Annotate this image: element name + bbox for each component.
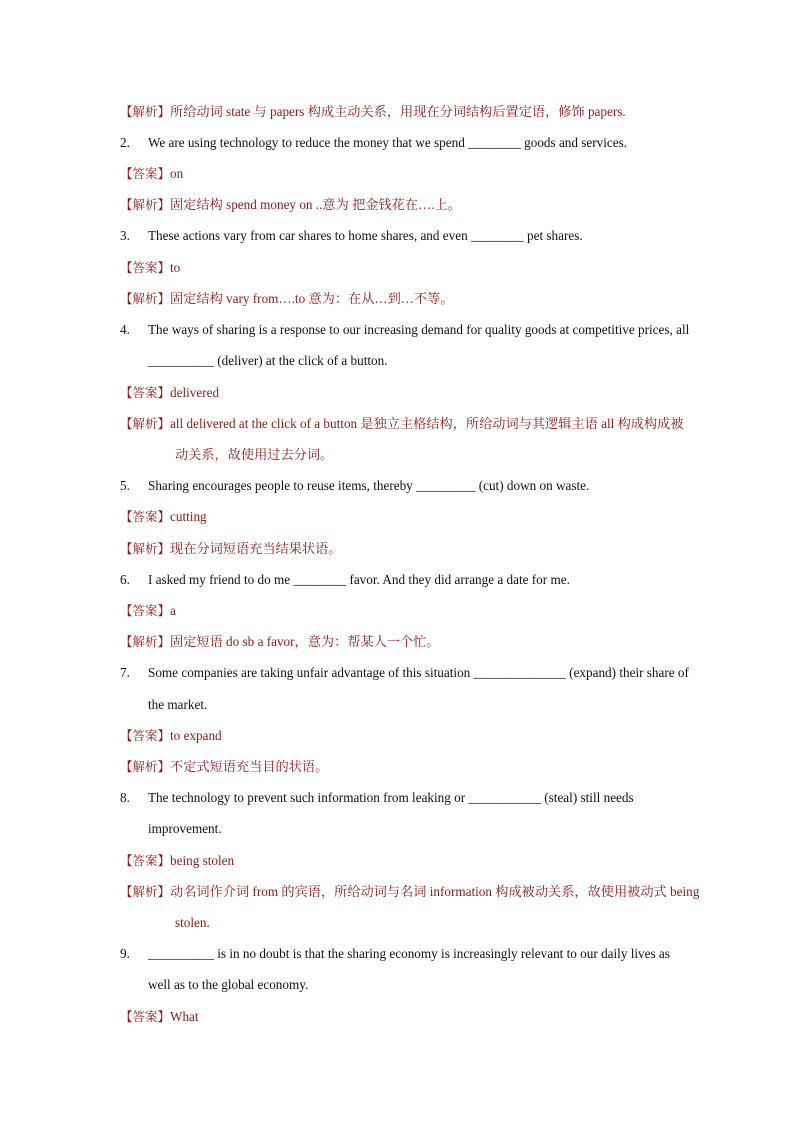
analysis-text: 动名词作介词 from 的宾语，所给动词与名词 information 构成被动关系，故使用被动式 being [170,884,700,899]
analysis-text: 现在分词短语充当结果状语。 [170,541,342,556]
answer-label: 【答案】 [120,853,171,868]
answer-text: being stolen [170,853,235,868]
analysis-line [120,884,699,900]
answer-line [120,260,180,276]
question-line [120,946,670,962]
question-text: The technology to prevent such information from leaking or ___________ (steal) still needs [148,790,634,805]
question-line [120,228,583,244]
analysis-text: all delivered at the click of a button 是独立主格结构，所给动词与其逻辑主语 all 构成构成被 [170,416,684,431]
question-number: 2. [120,135,130,150]
analysis-label: 【解析】 [120,634,171,649]
analysis-line [120,104,626,120]
answer-line [120,853,234,869]
analysis-label: 【解析】 [120,884,171,899]
analysis-line [120,416,684,432]
analysis-text: 固定结构 spend money on ..意为 把金钱花在….上。 [170,197,461,212]
question-text: __________ is in no doubt is that the sharing economy is increasingly relevant to our daily lives as [148,946,670,961]
question-text: These actions vary from car shares to home shares, and even ________ pet shares. [148,228,583,243]
analysis-label: 【解析】 [120,416,171,431]
question-text: The ways of sharing is a response to our increasing demand for quality goods at competitive prices, all [148,322,690,337]
analysis-label: 【解析】 [120,759,171,774]
analysis-text: 固定结构 vary from….to 意为：在从…到…不等。 [170,291,454,306]
analysis-continuation [175,915,210,931]
analysis-label: 【解析】 [120,104,171,119]
analysis-text: stolen. [175,915,210,930]
analysis-continuation [175,447,333,463]
answer-text: cutting [170,509,207,524]
analysis-label: 【解析】 [120,291,171,306]
analysis-line [120,291,454,307]
question-continuation [148,353,388,369]
analysis-text: 固定短语 do sb a favor，意为：帮某人一个忙。 [170,634,440,649]
answer-line [120,166,183,182]
question-number: 8. [120,790,130,805]
question-line [120,665,689,681]
question-line [120,572,570,588]
analysis-line [120,759,328,775]
question-continuation [148,697,207,713]
answer-label: 【答案】 [120,260,171,275]
question-continuation [148,821,222,837]
question-line [120,478,589,494]
question-text: improvement. [148,821,222,836]
question-text: __________ (deliver) at the click of a button. [148,353,388,368]
question-text: Some companies are taking unfair advantage of this situation ______________ (expand) their share of [148,665,689,680]
question-text: I asked my friend to do me ________ favor. And they did arrange a date for me. [148,572,570,587]
question-line [120,322,689,338]
analysis-text: 所给动词 state 与 papers 构成主动关系，用现在分词结构后置定语，修饰 papers. [170,104,626,119]
answer-label: 【答案】 [120,728,171,743]
question-text: We are using technology to reduce the money that we spend ________ goods and services. [148,135,628,150]
question-number: 9. [120,946,130,961]
answer-text: delivered [170,385,220,400]
answer-label: 【答案】 [120,166,171,181]
question-number: 6. [120,572,130,587]
answer-line [120,603,176,619]
answer-label: 【答案】 [120,509,171,524]
analysis-line [120,634,440,650]
analysis-line [120,541,341,557]
answer-line [120,509,207,525]
question-number: 5. [120,478,130,493]
question-text: the market. [148,697,208,712]
question-continuation [148,977,308,993]
answer-text: on [170,166,184,181]
question-number: 3. [120,228,130,243]
answer-label: 【答案】 [120,603,171,618]
analysis-text: 不定式短语充当目的状语。 [170,759,329,774]
answer-label: 【答案】 [120,385,171,400]
answer-line [120,728,222,744]
answer-text: to [170,260,181,275]
question-text: Sharing encourages people to reuse items, thereby _________ (cut) down on waste. [148,478,590,493]
answer-line [120,385,219,401]
answer-text: to expand [170,728,222,743]
question-line [120,135,627,151]
question-text: well as to the global economy. [148,977,309,992]
answer-label: 【答案】 [120,1009,171,1024]
analysis-label: 【解析】 [120,541,171,556]
question-line [120,790,634,806]
analysis-text: 动关系，故使用过去分词。 [175,447,334,462]
question-number: 7. [120,665,130,680]
analysis-line [120,197,461,213]
answer-text: a [170,603,176,618]
question-number: 4. [120,322,130,337]
answer-text: What [170,1009,199,1024]
answer-line [120,1009,199,1025]
analysis-label: 【解析】 [120,197,171,212]
